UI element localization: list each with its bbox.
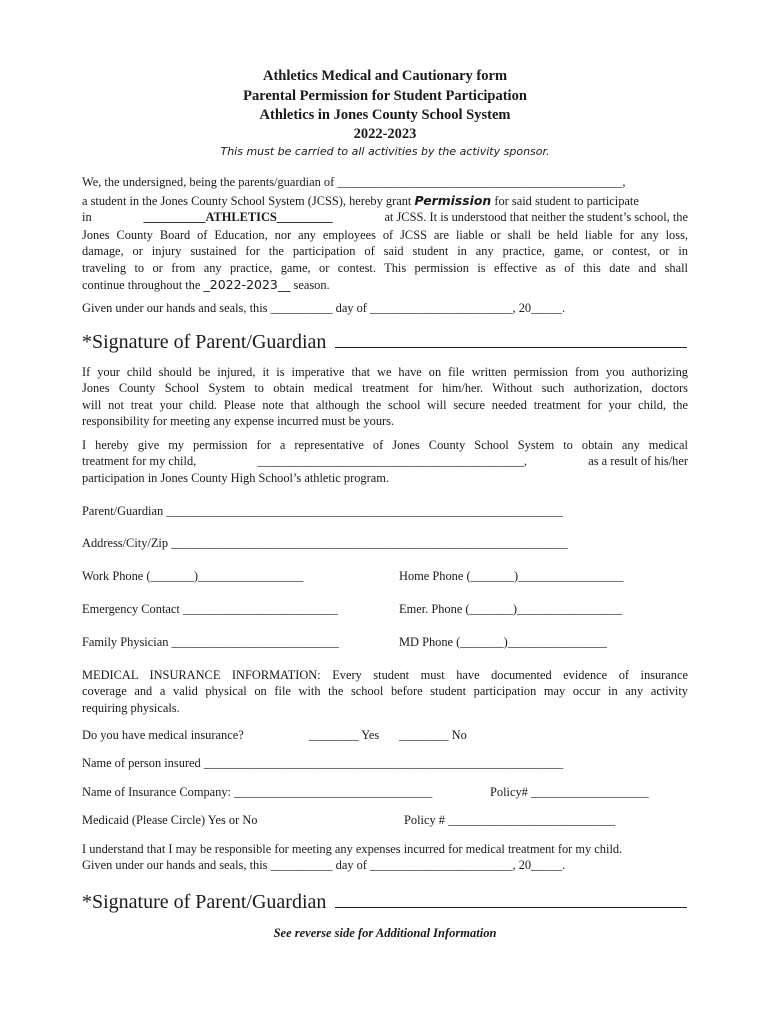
permission-text: in: [82, 210, 92, 224]
season-text: continue throughout the: [82, 278, 201, 292]
medical-line: will not treat your child. Please note that although the school will secure needed treatment for your child, the: [82, 397, 688, 412]
permission-line-1: [82, 175, 625, 190]
reverse-side-note: See reverse side for Additional Information: [273, 926, 497, 940]
permission-text: a student in the Jones County School System (JCSS), hereby grant: [82, 194, 412, 208]
insurance-line: requiring physicals.: [82, 700, 180, 715]
closing-line: I understand that I may be responsible for meeting any expenses incurred for medical treatment for my child.: [82, 842, 623, 856]
season-field[interactable]: _2022-2023__: [203, 277, 291, 292]
insurance-line: MEDICAL INSURANCE INFORMATION: Every student must have documented evidence of insurance: [82, 668, 688, 682]
consent-line: participation in Jones County High School’s athletic program.: [82, 470, 389, 485]
activity-field[interactable]: __________ATHLETICS_________: [143, 210, 333, 224]
emergency-contact-field[interactable]: Emergency Contact _________________________: [82, 602, 338, 616]
medical-line: Jones County School System to obtain medical treatment for him/her. Without such authorization, doctors: [82, 381, 688, 396]
permission-text: at JCSS. It is understood that neither the student’s school, the: [384, 210, 688, 224]
signature-field[interactable]: [335, 907, 687, 908]
form-subtitle: Parental Permission for Student Participation: [243, 88, 527, 104]
consent-line: [82, 453, 688, 469]
medical-line: If your child should be injured, it is imperative that we have on file written permission from you authorizing: [82, 365, 688, 379]
parent-guardian-field[interactable]: Parent/Guardian ________________________________________________________________: [82, 504, 563, 518]
form-title: Athletics Medical and Cautionary form: [262, 68, 508, 84]
insurance-no-option[interactable]: ________ No: [399, 728, 467, 742]
signature-label: *Signature of Parent/Guardian: [82, 331, 327, 353]
permission-text: for said student to participate: [494, 194, 639, 208]
liability-text: [82, 227, 688, 276]
insurance-company-field[interactable]: Name of Insurance Company: ________________________________: [82, 785, 433, 799]
season-text: season.: [293, 278, 330, 292]
liability-line: damage, or injury sustained for the participation of said student in any practice, game, or contest, or in: [82, 244, 688, 259]
insurance-line: coverage and a valid physical on file with the school before student participation may occur in any activity: [82, 684, 688, 699]
student-name-field[interactable]: ______________________________________________,: [337, 175, 626, 189]
work-phone-field[interactable]: Work Phone (_______)_________________: [82, 569, 304, 583]
closing-date-line[interactable]: Given under our hands and seals, this __________ day of _______________________, 20_____.: [82, 858, 566, 873]
liability-line: traveling to or from any practice, game, or contest. This permission is effective as of this date and shall: [82, 260, 688, 275]
signature-field[interactable]: [335, 347, 687, 348]
emergency-phone-field[interactable]: Emer. Phone (_______)_________________: [399, 602, 623, 616]
closing-text: [82, 841, 688, 874]
consent-line: I hereby give my permission for a representative of Jones County School System to obtain any medical: [82, 438, 688, 452]
liability-line: Jones County Board of Education, nor any employees of JCSS are liable or shall be held liable for any loss,: [82, 228, 688, 242]
md-phone-field[interactable]: MD Phone (_______)________________: [399, 635, 607, 649]
consent-text: [82, 437, 688, 486]
medicaid-policy-field[interactable]: Policy # ___________________________: [404, 813, 616, 827]
medical-line: responsibility for meeting any expense incurred must be yours.: [82, 414, 395, 429]
sponsor-note: This must be carried to all activities by the activity sponsor.: [220, 145, 550, 158]
person-insured-field[interactable]: Name of person insured __________________________________________________________: [82, 756, 564, 770]
school-year: 2022-2023: [353, 126, 417, 142]
medicaid-option[interactable]: Medicaid (Please Circle) Yes or No: [82, 813, 258, 827]
permission-line-3: [82, 210, 688, 225]
signature-block-1: [82, 331, 687, 354]
child-name-field[interactable]: ___________________________________________,: [257, 454, 527, 469]
policy-number-field[interactable]: Policy# ___________________: [490, 785, 649, 799]
consent-text-part: as a result of his/her: [588, 454, 688, 469]
signature-label: *Signature of Parent/Guardian: [82, 891, 327, 913]
address-field[interactable]: Address/City/Zip ________________________________________________________________: [82, 536, 568, 550]
given-date-line[interactable]: Given under our hands and seals, this __________ day of _______________________, 20_____.: [82, 301, 566, 315]
consent-text-part: treatment for my child,: [82, 454, 197, 469]
permission-line-2: [82, 193, 639, 209]
insurance-intro: [82, 667, 688, 716]
insurance-yes-option[interactable]: ________ Yes: [309, 728, 380, 742]
family-physician-field[interactable]: Family Physician ___________________________: [82, 635, 339, 649]
signature-block-2: [82, 891, 687, 914]
permission-emphasis: Permission: [414, 193, 492, 208]
medical-authorization-text: [82, 364, 688, 430]
form-subtitle-system: Athletics in Jones County School System: [259, 107, 511, 123]
season-line: [82, 277, 330, 293]
home-phone-field[interactable]: Home Phone (_______)_________________: [399, 569, 624, 583]
insurance-question: Do you have medical insurance?: [82, 728, 244, 742]
guardian-of-label: We, the undersigned, being the parents/guardian of: [82, 175, 335, 189]
